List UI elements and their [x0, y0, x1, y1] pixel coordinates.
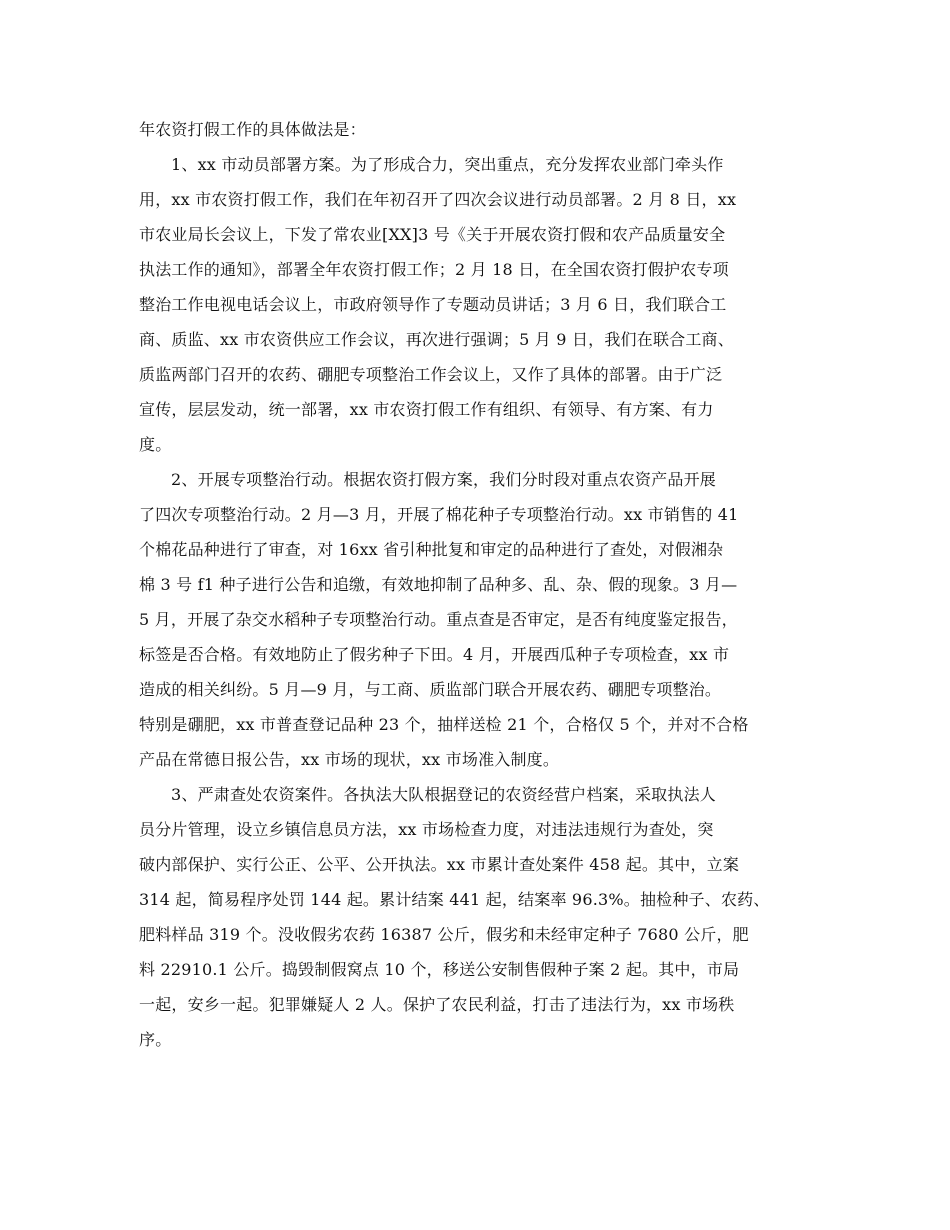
text-line: 商、质监、xx 市农资供应工作会议，再次进行强调；5 月 9 日，我们在联合工商、 [139, 330, 734, 349]
paragraph-2-line: 2、开展专项整治行动。根据农资打假方案，我们分时段对重点农资产品开展 [171, 470, 716, 489]
text-line: 整治工作电视电话会议上，市政府领导作了专题动员讲话；3 月 6 日，我们联合工 [139, 295, 727, 314]
text-line: 棉 3 号 f1 种子进行公告和追缴，有效地抑制了品种多、乱、杂、假的现象。3 月— [139, 575, 738, 594]
text-line: 执法工作的通知》，部署全年农资打假工作；2 月 18 日，在全国农资打假护农专项 [139, 260, 729, 279]
paragraph-3-line: 3、严肃查处农资案件。各执法大队根据登记的农资经营户档案，采取执法人 [171, 785, 716, 804]
text-line: 宣传，层层发动，统一部署，xx 市农资打假工作有组织、有领导、有方案、有力 [139, 400, 714, 419]
text-line: 一起，安乡一起。犯罪嫌疑人 2 人。保护了农民利益，打击了违法行为，xx 市场秩 [139, 995, 735, 1014]
text-line: 质监两部门召开的农药、硼肥专项整治工作会议上，又作了具体的部署。由于广泛 [139, 365, 723, 384]
paragraph-1-line: 1、xx 市动员部署方案。为了形成合力，突出重点，充分发挥农业部门牵头作 [171, 155, 724, 174]
text-line: 造成的相关纠纷。5 月—9 月，与工商、质监部门联合开展农药、硼肥专项整治。 [139, 680, 722, 699]
text-line: 用，xx 市农资打假工作，我们在年初召开了四次会议进行动员部署。2 月 8 日，xx [139, 190, 737, 209]
text-line: 员分片管理，设立乡镇信息员方法，xx 市场检查力度，对违法违规行为查处，突 [139, 820, 714, 839]
text-line: 料 22910.1 公斤。捣毁制假窝点 10 个，移送公安制售假种子案 2 起。其中，市局 [139, 960, 740, 979]
text-line: 特别是硼肥，xx 市普查登记品种 23 个，抽样送检 21 个，合格仅 5 个，并对不合格 [139, 715, 749, 734]
text-line: 314 起，简易程序处罚 144 起。累计结案 441 起，结案率 96.3%。抽检种子、农药、 [139, 890, 770, 909]
text-line: 标签是否合格。有效地防止了假劣种子下田。4 月，开展西瓜种子专项检查，xx 市 [139, 645, 730, 664]
text-line: 序。 [139, 1030, 172, 1049]
text-line: 肥料样品 319 个。没收假劣农药 16387 公斤，假劣和未经审定种子 7680 公斤，肥 [139, 925, 749, 944]
text-line: 产品在常德日报公告，xx 市场的现状，xx 市场准入制度。 [139, 750, 560, 769]
document-body [139, 112, 811, 1057]
text-line: 年农资打假工作的具体做法是： [139, 120, 366, 139]
text-line: 破内部保护、实行公正、公平、公开执法。xx 市累计查处案件 458 起。其中，立案 [139, 855, 740, 874]
text-line: 市农业局长会议上，下发了常农业[XX]3 号《关于开展农资打假和农产品质量安全 [139, 225, 726, 244]
text-line: 度。 [139, 435, 172, 454]
text-line: 了四次专项整治行动。2 月—3 月，开展了棉花种子专项整治行动。xx 市销售的 41 [139, 505, 739, 524]
text-line: 5 月，开展了杂交水稻种子专项整治行动。重点查是否审定，是否有纯度鉴定报告， [139, 610, 738, 629]
text-line: 个棉花品种进行了审查，对 16xx 省引种批复和审定的品种进行了查处，对假湘杂 [139, 540, 724, 559]
